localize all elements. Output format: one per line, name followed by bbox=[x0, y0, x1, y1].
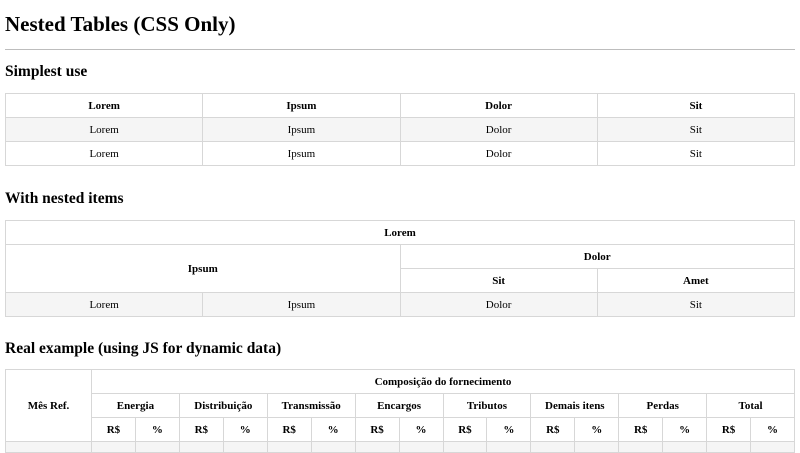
table-cell: Ipsum bbox=[203, 142, 400, 166]
table-header-row bbox=[6, 370, 795, 394]
column-header: Sit bbox=[597, 94, 794, 118]
table-cell bbox=[663, 442, 707, 453]
group-perdas: Perdas bbox=[619, 394, 707, 418]
table-cell: Dolor bbox=[400, 142, 597, 166]
unit-percent: % bbox=[135, 418, 179, 442]
unit-percent: % bbox=[311, 418, 355, 442]
column-header: Lorem bbox=[6, 94, 203, 118]
sub-header: Sit bbox=[400, 269, 597, 293]
table-cell bbox=[179, 442, 223, 453]
unit-currency: R$ bbox=[707, 418, 751, 442]
unit-percent: % bbox=[223, 418, 267, 442]
table-cell bbox=[311, 442, 355, 453]
unit-currency: R$ bbox=[179, 418, 223, 442]
table-cell: Dolor bbox=[400, 293, 597, 317]
table-cell bbox=[751, 442, 795, 453]
group-header: Composição do fornecimento bbox=[92, 370, 795, 394]
table-row bbox=[6, 442, 795, 453]
table-header-row bbox=[6, 245, 795, 269]
unit-currency: R$ bbox=[355, 418, 399, 442]
group-transmissao: Transmissão bbox=[267, 394, 355, 418]
top-header: Lorem bbox=[6, 221, 795, 245]
table-header-row bbox=[6, 394, 795, 418]
table-cell bbox=[531, 442, 575, 453]
column-header: Ipsum bbox=[203, 94, 400, 118]
column-header: Dolor bbox=[400, 94, 597, 118]
unit-percent: % bbox=[663, 418, 707, 442]
table-cell: Sit bbox=[597, 118, 794, 142]
section-heading-nested: With nested items bbox=[5, 190, 124, 207]
left-header: Ipsum bbox=[6, 245, 401, 293]
real-example-table bbox=[5, 369, 795, 453]
unit-currency: R$ bbox=[92, 418, 136, 442]
table-cell bbox=[223, 442, 267, 453]
unit-currency: R$ bbox=[443, 418, 487, 442]
table-cell: Sit bbox=[597, 293, 794, 317]
group-demais-itens: Demais itens bbox=[531, 394, 619, 418]
group-tributos: Tributos bbox=[443, 394, 531, 418]
unit-currency: R$ bbox=[619, 418, 663, 442]
table-row bbox=[6, 118, 795, 142]
table-cell bbox=[92, 442, 136, 453]
group-header: Dolor bbox=[400, 245, 795, 269]
unit-percent: % bbox=[751, 418, 795, 442]
unit-currency: R$ bbox=[531, 418, 575, 442]
nested-table bbox=[5, 220, 795, 317]
group-total: Total bbox=[707, 394, 795, 418]
table-header-row bbox=[6, 418, 795, 442]
group-distribuicao: Distribuição bbox=[179, 394, 267, 418]
table-cell bbox=[267, 442, 311, 453]
table-cell: Lorem bbox=[6, 118, 203, 142]
table-cell: Lorem bbox=[6, 293, 203, 317]
table-cell: Ipsum bbox=[203, 293, 400, 317]
simple-table bbox=[5, 93, 795, 166]
table-cell: Lorem bbox=[6, 142, 203, 166]
group-encargos: Encargos bbox=[355, 394, 443, 418]
unit-percent: % bbox=[487, 418, 531, 442]
table-cell: Sit bbox=[597, 142, 794, 166]
table-cell bbox=[399, 442, 443, 453]
table-cell: Ipsum bbox=[203, 118, 400, 142]
table-cell bbox=[443, 442, 487, 453]
table-cell bbox=[355, 442, 399, 453]
unit-currency: R$ bbox=[267, 418, 311, 442]
unit-percent: % bbox=[399, 418, 443, 442]
table-cell bbox=[135, 442, 179, 453]
table-header-row bbox=[6, 94, 795, 118]
table-row bbox=[6, 142, 795, 166]
title-divider bbox=[5, 49, 795, 50]
table-cell bbox=[575, 442, 619, 453]
unit-percent: % bbox=[575, 418, 619, 442]
table-cell bbox=[6, 442, 92, 453]
table-row bbox=[6, 293, 795, 317]
page-title: Nested Tables (CSS Only) bbox=[5, 12, 236, 36]
section-heading-simplest: Simplest use bbox=[5, 63, 88, 80]
group-energia: Energia bbox=[92, 394, 180, 418]
table-cell bbox=[707, 442, 751, 453]
section-heading-real-example: Real example (using JS for dynamic data) bbox=[5, 340, 282, 357]
table-cell: Dolor bbox=[400, 118, 597, 142]
table-cell bbox=[487, 442, 531, 453]
ref-month-header: Mês Ref. bbox=[6, 370, 92, 442]
sub-header: Amet bbox=[597, 269, 794, 293]
table-cell bbox=[619, 442, 663, 453]
table-header-row bbox=[6, 221, 795, 245]
